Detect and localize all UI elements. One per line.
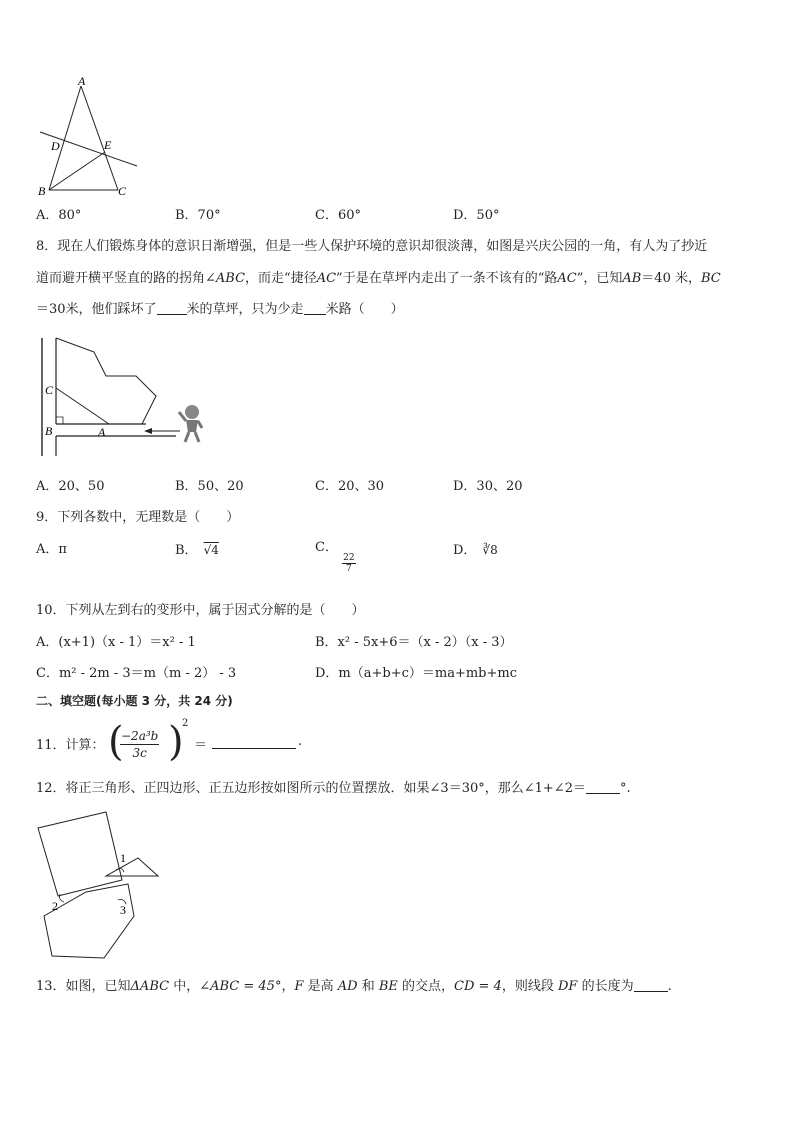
label-a: A [78,76,86,88]
q12-stem: 12．将正三角形、正四边形、正五边形按如图所示的位置摆放．如果∠3＝30°，那么∠1+∠2＝ °. [36,781,631,796]
q7-option-c[interactable]: C．60° [315,208,361,223]
section-2-heading: 二、填空题(每小题 3 分，共 24 分) [36,694,233,708]
angle-label-1: 1 [120,851,126,865]
figure-lawn-q8 [36,332,216,460]
q9-option-a[interactable]: A．π [36,542,67,557]
q10-option-d[interactable]: D．m（a+b+c）＝ma+mb+mc [315,666,518,681]
label-b: B [38,184,46,198]
fraction-22-7: $\frac{22}{7}$ [343,553,355,574]
q13-stem: 13．如图，已知ΔABC 中，∠ABC = 45°，F 是高 AD 和 BE 的交点，CD = 4，则线段 DF 的长度为 . [36,979,672,994]
q11-right-paren: ) [168,719,184,765]
cube-root-eight: ∛8 [482,543,498,557]
label-c: C [45,383,54,397]
q13-answer-blank[interactable] [634,978,668,992]
q9-option-b[interactable]: B． √4 [175,543,219,558]
q11-left-paren: ( [108,719,124,765]
q8-option-d[interactable]: D．30、20 [453,479,523,494]
square-shape [38,812,122,896]
right-angle-mark [56,417,63,424]
q8-stem-line2: 道而避开横平竖直的路的拐角∠ABC，而走“捷径AC”于是在草坪内走出了一条不该有的“路AC”，已知AB＝40 米，BC [36,271,721,286]
path-ca [56,388,109,424]
q8-option-a[interactable]: A．20、50 [36,479,105,494]
q9-option-d[interactable]: D． ∛8 [453,543,498,558]
q8-blank-2[interactable] [304,301,326,315]
label-e: E [104,138,112,152]
triangle-shape [106,858,158,876]
angle-label-3: 3 [120,903,126,917]
person-icon [179,405,202,442]
figure-triangle-q7 [34,76,144,198]
q8-stem-line1: 8．现在人们锻炼身体的意识日渐增强，但是一些人保护环境的意识却很淡薄，如图是兴庆公园的一角，有人为了抄近 [36,239,708,254]
q11-answer-blank[interactable] [212,735,296,749]
q7-option-a[interactable]: A．80° [36,208,82,223]
q12-answer-blank[interactable] [586,780,620,794]
q11-fraction: $\frac{\text{−2a³b}}{3c}$ [121,729,159,760]
segment-ab [49,86,81,190]
segment-be [49,152,105,190]
q7-option-b[interactable]: B．70° [175,208,221,223]
q11-exponent: 2 [182,718,189,729]
figure-polygons-q12 [36,806,164,964]
q10-option-b[interactable]: B．x² - 5x+6＝（x - 2）（x - 3） [315,635,513,650]
q9-stem: 9．下列各数中，无理数是（ ） [36,510,240,525]
q8-option-b[interactable]: B．50、20 [175,479,244,494]
label-d: D [51,139,60,153]
arrow-head [144,428,152,434]
q10-option-c[interactable]: C．m² - 2m - 3＝m（m - 2） - 3 [36,666,237,681]
q10-stem: 10．下列从左到右的变形中，属于因式分解的是（ ） [36,603,365,618]
q8-stem-line3: ＝30米，他们踩坏了 米的草坪，只为少走 米路（ ） [36,302,404,317]
q9-option-c[interactable]: C． $\frac{22}{7}$ [315,540,355,574]
sqrt-four: √4 [203,543,219,557]
q10-option-a[interactable]: A．(x+1)（x - 1）＝x² - 1 [36,635,196,650]
q7-option-d[interactable]: D．50° [453,208,500,223]
label-a: A [98,425,106,439]
q8-blank-1[interactable] [157,301,187,315]
segment-ac [81,86,118,190]
label-c: C [118,184,127,198]
angle-label-2: 2 [52,899,58,913]
label-b: B [45,424,53,438]
q8-option-c[interactable]: C．20、30 [315,479,385,494]
lawn-outline [56,338,156,424]
